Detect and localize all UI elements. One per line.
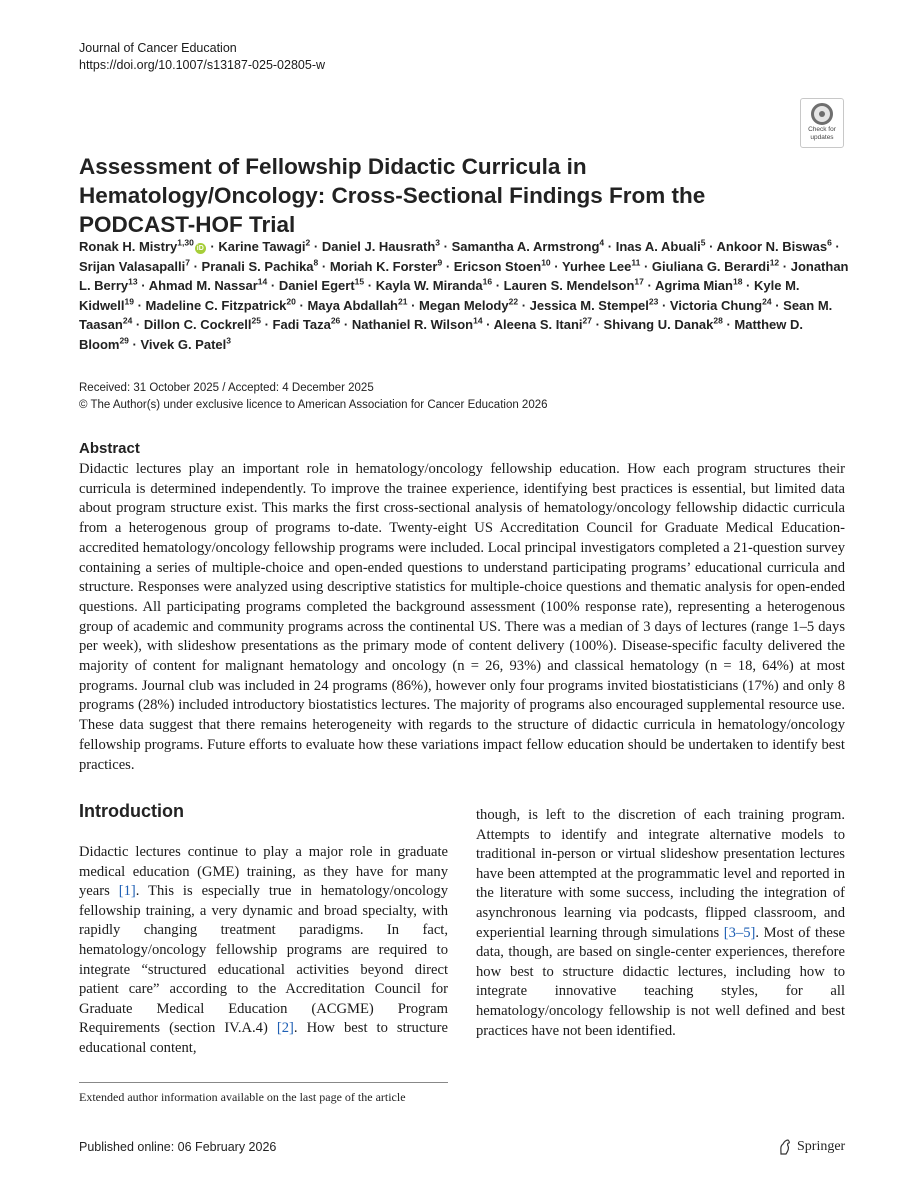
author-name[interactable]: Shivang U. Danak [603, 317, 714, 332]
author-affiliation-sup: 15 [354, 276, 365, 287]
author-name[interactable]: Aleena S. Itani [493, 317, 583, 332]
author-name[interactable]: Jonathan L. Berry [79, 258, 849, 293]
author-name[interactable]: Megan Melody [419, 297, 509, 313]
author-affiliation-sup: 23 [648, 296, 659, 307]
citation-link[interactable]: [2] [276, 1020, 294, 1037]
publisher-logo [778, 1139, 845, 1155]
published-date: Published online: 06 February 2026 [79, 1140, 277, 1154]
check-for-updates-badge[interactable] [800, 98, 844, 148]
author-name[interactable]: Kyle M. Kidwell [79, 278, 800, 313]
author-affiliation-sup: 12 [769, 257, 780, 268]
author-affiliation-sup: 27 [582, 315, 592, 326]
author-name[interactable]: Moriah K. Forster [329, 258, 438, 274]
author-list: Ronak H. Mistry$^{1,30}$iD · Karine Tawagi$^2$ · Daniel J. Hausrath$^3$ · Samantha A. Armstrong$^4$ · Inas A. Abuali$^5$ · Ankoor N. Biswas$^6$ · Srijan Valasapalli$^7$ · Pranali S. Pachika$^8$ · Moriah K. Forster$^9$ · Ericson Stoen$^{10}$ · Yurhee Lee$^{11}$ · Giuliana G. Berardi$^{12}$ · Jonathan L. Berry$^{13}$ · Ahmad M. Nassar$^{14}$ · Daniel Egert$^{15}$ · Kayla W. Miranda$^{16}$ · Lauren S. Mendelson$^{17}$ · Agrima Mian$^{18}$ · Kyle M. Kidwell$^{19}$ · Madeline C. Fitzpatrick$^{20}$ · Maya Abdallah$^{21}$ · Megan Melody$^{22}$ · Jessica M. Stempel$^{23}$ · Victoria Chung$^{24}$ · Sean M. Taasan$^{24}$ · Dillon C. Cockrell$^{25}$ · Fadi Taza$^{26}$ · Nathaniel R. Wilson$^{14}$ · Aleena S. Itani$^{27}$ · Shivang U. Danak$^{28}$ · Matthew D. Bloom$^{29}$ · Vivek G. Patel$^3$ [79, 237, 849, 352]
author-affiliation-sup: 22 [508, 296, 519, 307]
author-name[interactable]: Ericson Stoen [453, 258, 542, 274]
author-affiliation-sup: 18 [732, 276, 743, 287]
author-affiliation-sup: 3 [435, 237, 441, 248]
author-name[interactable]: Pranali S. Pachika [201, 258, 314, 274]
author-affiliation-sup: 14 [473, 315, 483, 326]
author-affiliation-sup: 29 [119, 335, 129, 346]
citation-link[interactable]: [3–5] [723, 924, 756, 941]
author-name[interactable]: Fadi Taza [272, 317, 331, 332]
author-affiliation-sup: 25 [251, 315, 261, 326]
springer-horse-icon [778, 1139, 792, 1155]
author-affiliation-sup: 10 [541, 257, 551, 268]
author-affiliation-sup: 28 [713, 315, 723, 326]
author-name[interactable]: Dillon C. Cockrell [143, 317, 252, 332]
author-affiliation-sup: 16 [482, 276, 493, 287]
copyright-line: © The Author(s) under exclusive licence to American Association for Cancer Education 2026 [79, 398, 548, 411]
crossmark-label-1: Check for [808, 126, 836, 133]
intro-text-4: though, is left to the discretion of each training program. Attempts to identify and integrate alternative models to traditional in-person or virtual slideshow presentation lectures have been attempted at the programmatic level and reported in the literature with some success, including the integration of asynchronous learning via podcasts, flipped classroom, and experiential learning through simulations [476, 807, 845, 941]
journal-name: Journal of Cancer Education [79, 41, 237, 55]
author-name[interactable]: Ronak H. Mistry [79, 239, 178, 254]
author-name[interactable]: Matthew D. Bloom [79, 317, 804, 352]
introduction-column-left [79, 843, 448, 1059]
author-affiliation-sup: 24 [122, 315, 133, 326]
author-affiliation-sup: 26 [330, 315, 341, 326]
intro-text-5: . Most of these data, though, are based on single-center experiences, therefore how best to structure didactic lectures, including how to integrate innovative teaching styles, for all hematology/oncology fellowship is not well defined and best practices have not been identified. [476, 924, 845, 1039]
orcid-icon[interactable]: iD [196, 245, 204, 252]
author-name[interactable]: Samantha A. Armstrong [451, 239, 600, 254]
author-affiliation-sup: 20 [286, 296, 296, 307]
author-affiliation-sup: 7 [185, 257, 190, 268]
publisher-name: Springer [797, 1139, 846, 1154]
author-affiliation-sup: 4 [599, 237, 605, 248]
author-name[interactable]: Maya Abdallah [307, 297, 398, 313]
intro-text-1: Didactic lectures continue to play a major role in graduate medical education (GME) training, as they have for many years [79, 844, 448, 900]
author-name[interactable]: Ankoor N. Biswas [716, 239, 828, 254]
author-name[interactable]: Giuliana G. Berardi [651, 258, 770, 274]
footnote: Extended author information available on the last page of the article [79, 1090, 406, 1104]
citation-link[interactable]: [1] [118, 883, 136, 900]
author-name[interactable]: Kayla W. Miranda [375, 278, 483, 293]
author-affiliation-sup: 3 [226, 335, 231, 346]
abstract-heading: Abstract [79, 440, 140, 457]
abstract-text: Didactic lectures play an important role in hematology/oncology fellowship education. How each program structures their curricula is determined independently. To improve the trainee experience, identifying best practices is essential, but limited data about program structure exist. This marks the first cross-sectional analysis of hematology/oncology fellowship didactic curricula from a heterogenous group of programs to-date. Twenty-eight US Accreditation Council for Graduate Medical Education-accredited hematology/oncology fellowship programs were included. Local principal investigators completed a 21-question survey containing a series of multiple-choice and open-ended questions to understand participating programs’ educational curricula and structure. Responses were analyzed using descriptive statistics for multiple-choice questions and thematic analysis for open-ended questions. All participating programs completed the background assessment (100% response rate), representing a heterogenous group of academic and community programs across the continental US. There was a median of 3 days of lectures (range 1–5 days per week), with slideshow presentations as the primary mode of content delivery (100%). Disease-specific faculty delivered the majority of content for malignant hematology and oncology (n = 26, 93%) and classical hematology (n = 18, 64%) at most programs. Journal club was included in 24 programs (86%), however only four programs invited biostatisticians (17%) and only 8 programs (28%) included introductory biostatistics lectures. The majority of programs also encouraged supplemental resource use. These data suggest that there remains heterogeneity with regards to the structure of didactic curricula in hematology/oncology fellowship programs. Future efforts to evaluate how these variations impact fellow education should be undertaken to identify best practices. [79, 461, 845, 773]
introduction-column-right [476, 806, 845, 1041]
author-name[interactable]: Ahmad M. Nassar [148, 278, 258, 293]
crossmark-label-2: updates [810, 133, 834, 141]
author-name[interactable]: Yurhee Lee [561, 258, 632, 274]
author-name[interactable]: Sean M. Taasan [79, 297, 833, 332]
author-name[interactable]: Madeline C. Fitzpatrick [145, 297, 287, 313]
author-affiliation-sup: 6 [827, 237, 832, 248]
author-affiliation-sup: 11 [631, 257, 641, 268]
author-affiliation-sup: 9 [437, 257, 443, 268]
author-name[interactable]: Jessica M. Stempel [529, 297, 649, 313]
doi-link[interactable]: https://doi.org/10.1007/s13187-025-02805-w [79, 58, 326, 72]
author-affiliation-sup: 2 [305, 237, 311, 248]
author-affiliation-sup: 14 [257, 276, 268, 287]
author-name[interactable]: Nathaniel R. Wilson [351, 317, 474, 332]
author-name[interactable]: Daniel Egert [278, 278, 355, 293]
footnote-divider [79, 1082, 448, 1083]
author-affiliation-sup: 5 [700, 237, 706, 248]
author-name[interactable]: Agrima Mian [654, 278, 733, 293]
author-name[interactable]: Daniel J. Hausrath [321, 239, 436, 254]
introduction-heading: Introduction [79, 801, 184, 821]
author-name[interactable]: Inas A. Abuali [615, 239, 701, 254]
author-name[interactable]: Karine Tawagi [218, 239, 306, 254]
author-affiliation-sup: 24 [762, 296, 772, 307]
author-affiliation-sup: 21 [398, 296, 408, 307]
author-name[interactable]: Vivek G. Patel [140, 336, 227, 352]
received-accepted: Received: 31 October 2025 / Accepted: 4 December 2025 [79, 382, 374, 394]
intro-text-2: . This is especially true in hematology/oncology fellowship training, a very dynamic and broad specialty, with rapidly changing treatment paradigms. In fact, hematology/oncology fellowship programs are required to integrate “structured educational activities beyond direct patient care” according to the Accreditation Council for Graduate Medical Education (ACGME) Program Requirements (section IV.A.4) [79, 883, 448, 1037]
author-affiliation-sup: 19 [124, 296, 134, 307]
author-name[interactable]: Srijan Valasapalli [79, 258, 186, 274]
article-title: Assessment of Fellowship Didactic Curricula in Hematology/Oncology: Cross-Sectional Findings From the PODCAST-HOF Trial [79, 154, 706, 237]
journal-header [79, 40, 325, 74]
author-name[interactable]: Victoria Chung [669, 297, 763, 313]
author-name[interactable]: Lauren S. Mendelson [503, 278, 635, 293]
author-affiliation-sup: 17 [634, 276, 644, 287]
author-affiliation-sup: 1,30 [177, 237, 194, 248]
intro-text-3: . How best to structure educational content, [79, 1020, 448, 1056]
article-dates [79, 380, 548, 413]
author-affiliation-sup: 8 [313, 257, 319, 268]
author-affiliation-sup: 13 [128, 276, 138, 287]
crossmark-icon [811, 103, 833, 125]
